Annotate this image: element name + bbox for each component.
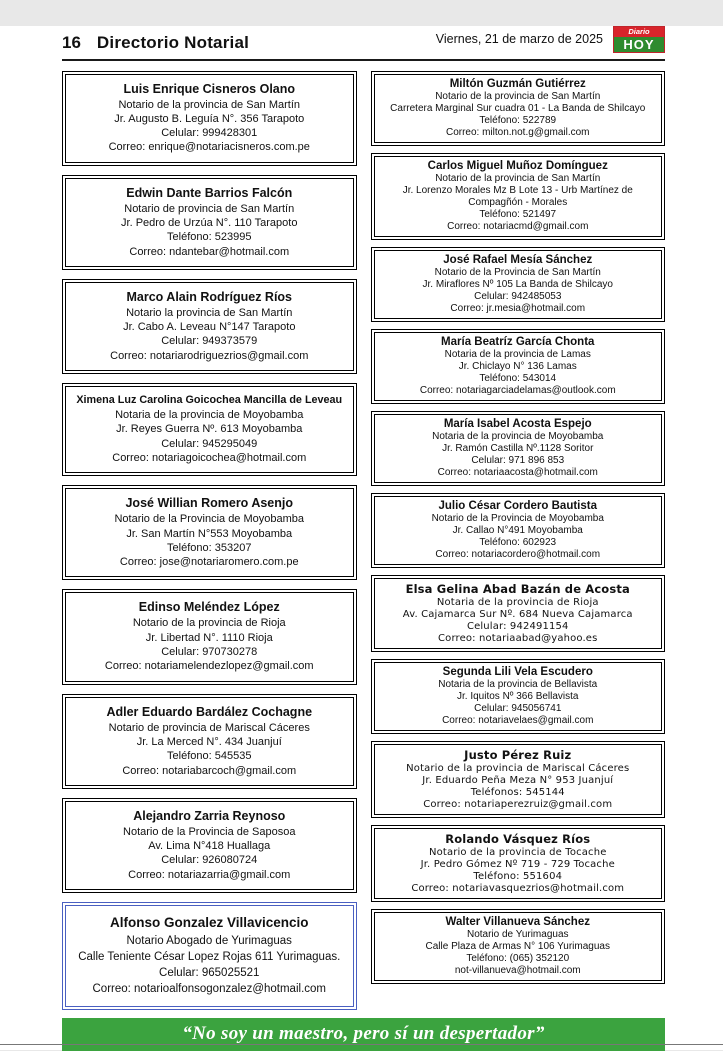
entry-line: Correo: enrique@notariacisneros.com.pe bbox=[108, 141, 310, 154]
notary-name: Justo Pérez Ruiz bbox=[464, 747, 572, 762]
entry-line: Av. Cajamarca Sur Nº. 684 Nueva Cajamarca bbox=[402, 608, 633, 620]
entry-line: Notario de provincia de San Martín bbox=[124, 202, 295, 215]
entry-line: Correo: notariaabad@yahoo.es bbox=[438, 632, 598, 644]
entry-line: Celular: 942485053 bbox=[474, 290, 562, 302]
notary-entry bbox=[371, 909, 666, 984]
entry-line: Correo: notariagarciadelamas@outlook.com bbox=[419, 384, 616, 396]
entry-line: Notario de Yurimaguas bbox=[466, 928, 569, 940]
entry-line: Notario de la provincia de Mariscal Cáceres bbox=[406, 762, 630, 774]
entry-line: Calle Plaza de Armas N° 106 Yurimaguas bbox=[425, 940, 610, 952]
notary-entry bbox=[62, 798, 357, 893]
entry-line: Correo: jose@notariaromero.com.pe bbox=[119, 556, 299, 569]
entry-line: Jr. Eduardo Peña Meza N° 953 Juanjuí bbox=[422, 774, 614, 786]
notary-details bbox=[380, 513, 657, 561]
entry-line: Correo: notariavelaes@gmail.com bbox=[442, 714, 594, 726]
logo-diario-text: Diario bbox=[614, 27, 664, 37]
entry-line: Correo: notarioalfonsogonzalez@hotmail.com bbox=[92, 983, 326, 996]
entry-line: Teléfono: 545535 bbox=[167, 750, 252, 763]
notary-name: Luis Enrique Cisneros Olano bbox=[123, 81, 296, 96]
diario-hoy-logo bbox=[613, 26, 665, 53]
entry-line: Teléfono: 353207 bbox=[167, 541, 252, 554]
notary-name: Rolando Vásquez Ríos bbox=[445, 831, 591, 846]
entry-line: Notaria de la provincia de Moyobamba bbox=[115, 409, 304, 422]
notary-entry bbox=[371, 493, 666, 568]
entry-line: Celular: 949373579 bbox=[161, 335, 258, 348]
page-header bbox=[62, 26, 665, 61]
entry-line: Jr. Pedro de Urzúa N°. 110 Tarapoto bbox=[121, 216, 298, 229]
notary-name: Carlos Miguel Muñoz Domínguez bbox=[427, 159, 608, 172]
notary-details bbox=[380, 173, 657, 233]
entry-line: not-villanueva@hotmail.com bbox=[454, 964, 581, 976]
notary-details bbox=[72, 98, 347, 155]
entry-line: Celular: 999428301 bbox=[161, 127, 258, 140]
entry-line: Teléfono: (065) 352120 bbox=[466, 952, 570, 964]
entry-line: Jr. Pedro Gómez Nº 719 - 729 Tocache bbox=[420, 858, 615, 870]
entry-line: Notario de la Provincia de Moyobamba bbox=[114, 513, 305, 526]
notary-name: Alejandro Zarria Reynoso bbox=[133, 808, 286, 823]
entry-line: Jr. Ramón Castilla Nº.1128 Soritor bbox=[442, 442, 594, 454]
notary-name: José Willian Romero Asenjo bbox=[125, 496, 294, 511]
notary-entry bbox=[371, 71, 666, 146]
notary-details bbox=[72, 933, 347, 997]
entry-line: Notario de la provincia de San Martín bbox=[118, 98, 301, 111]
quote-banner bbox=[62, 1018, 665, 1051]
entry-line: Notario Abogado de Yurimaguas bbox=[126, 935, 292, 947]
notary-entry bbox=[371, 741, 666, 818]
entry-line: Celular: 945056741 bbox=[474, 702, 562, 714]
notary-details bbox=[72, 306, 347, 363]
entry-line: Correo: notariarodriguezrios@gmail.com bbox=[110, 349, 309, 362]
entry-line: Notaria de la provincia de Moyobamba bbox=[432, 430, 604, 442]
notary-entry bbox=[62, 902, 357, 1010]
entry-line: Jr. Chiclayo N° 136 Lamas bbox=[458, 360, 577, 372]
newspaper-page bbox=[0, 26, 723, 1050]
directory-columns bbox=[62, 71, 665, 1011]
entry-line: Correo: notariacordero@hotmail.com bbox=[435, 548, 601, 560]
entry-line: Teléfono: 521497 bbox=[479, 208, 557, 220]
entry-line: Correo: notariavasquezrios@hotmail.com bbox=[411, 882, 625, 894]
notary-details bbox=[72, 825, 347, 882]
entry-line: Carretera Marginal Sur cuadra 01 - La Banda de Shilcayo bbox=[390, 102, 646, 114]
header-right bbox=[436, 26, 665, 53]
entry-line: Notaria de la provincia de Bellavista bbox=[438, 678, 598, 690]
left-column bbox=[62, 71, 357, 1011]
notary-entry bbox=[62, 279, 357, 374]
notary-entry bbox=[62, 71, 357, 166]
entry-line: Teléfonos: 545144 bbox=[470, 786, 565, 798]
notary-entry bbox=[62, 383, 357, 476]
entry-line: Notario de provincia de Mariscal Cáceres bbox=[108, 721, 310, 734]
notary-name: Elsa Gelina Abad Bazán de Acosta bbox=[405, 581, 630, 596]
entry-line: Celular: 965025521 bbox=[159, 967, 260, 980]
entry-line: Calle Teniente César Lopez Rojas 611 Yurimaguas. bbox=[78, 951, 341, 964]
entry-line: Celular: 926080724 bbox=[161, 854, 258, 867]
notary-name: Alfonso Gonzalez Villavicencio bbox=[109, 915, 309, 930]
entry-line: Notario de la provincia de San Martín bbox=[435, 90, 601, 102]
notary-name: María Beatríz García Chonta bbox=[441, 335, 595, 348]
notary-details bbox=[380, 267, 657, 315]
entry-line: Jr. Augusto B. Leguía N°. 356 Tarapoto bbox=[114, 112, 305, 125]
entry-line: Correo: jr.mesia@hotmail.com bbox=[450, 302, 586, 314]
notary-entry bbox=[371, 659, 666, 734]
notary-name: Walter Villanueva Sánchez bbox=[445, 915, 590, 928]
entry-line: Notario de la Provincia de Moyobamba bbox=[431, 512, 604, 524]
notary-entry bbox=[62, 694, 357, 789]
date-label: Viernes, 21 de marzo de 2025 bbox=[435, 32, 603, 47]
notary-entry bbox=[62, 175, 357, 270]
notary-name: María Isabel Acosta Espejo bbox=[443, 417, 592, 430]
notary-details bbox=[380, 929, 657, 977]
entry-line: Correo: notariabarcoch@gmail.com bbox=[122, 764, 297, 777]
entry-line: Teléfono: 551604 bbox=[473, 870, 563, 882]
page-title: Directorio Notarial bbox=[96, 32, 250, 52]
notary-details bbox=[72, 512, 347, 569]
entry-line: Notario de la provincia de Rioja bbox=[132, 617, 286, 630]
quote-text: “No soy un maestro, pero sí un despertador” bbox=[182, 1023, 545, 1045]
entry-line: Celular: 971 896 853 bbox=[471, 454, 565, 466]
notary-name: Julio César Cordero Bautista bbox=[438, 499, 597, 512]
entry-line: Jr. Reyes Guerra Nº. 613 Moyobamba bbox=[116, 423, 303, 436]
entry-line: Correo: notariagoicochea@hotmail.com bbox=[112, 451, 307, 464]
entry-line: Jr. Iquitos Nº 366 Bellavista bbox=[457, 690, 579, 702]
entry-line: Teléfono: 522789 bbox=[479, 114, 557, 126]
entry-line: Correo: notariazarria@gmail.com bbox=[128, 868, 291, 881]
entry-line: Notario de la provincia de Tocache bbox=[429, 846, 607, 858]
entry-line: Correo: notariacmd@gmail.com bbox=[447, 220, 589, 232]
entry-line: Celular: 945295049 bbox=[161, 437, 258, 450]
entry-line: Teléfono: 543014 bbox=[479, 372, 557, 384]
page-number: 16 bbox=[62, 32, 81, 52]
entry-line: Notario de la Provincia de Saposoa bbox=[123, 825, 296, 838]
right-column bbox=[371, 71, 666, 1011]
notary-details bbox=[72, 202, 347, 259]
notary-details bbox=[72, 616, 347, 673]
entry-line: Correo: notariaperezruiz@gmail.com bbox=[423, 798, 613, 810]
notary-details bbox=[380, 763, 657, 811]
title-group bbox=[62, 33, 249, 53]
entry-line: Jr. Libertad N°. 1110 Rioja bbox=[145, 631, 273, 644]
notary-name: Marco Alain Rodríguez Ríos bbox=[126, 289, 293, 304]
notary-details bbox=[380, 847, 657, 895]
entry-line: Correo: notariamelendezlopez@gmail.com bbox=[104, 660, 314, 673]
page-bottom-rule bbox=[0, 1044, 723, 1045]
notary-entry bbox=[371, 411, 666, 486]
entry-line: Notaria de la provincia de Rioja bbox=[436, 596, 599, 608]
notary-details bbox=[380, 431, 657, 479]
entry-line: Jr. La Merced N°. 434 Juanjuí bbox=[136, 735, 282, 748]
entry-line: Jr. San Martín N°553 Moyobamba bbox=[126, 527, 293, 540]
entry-line: Notario de la provincia de San Martín bbox=[435, 172, 601, 184]
notary-entry bbox=[371, 825, 666, 902]
notary-name: Miltón Guzmán Gutiérrez bbox=[449, 77, 586, 90]
notary-entry bbox=[371, 247, 666, 322]
entry-line: Notario la provincia de San Martín bbox=[126, 306, 293, 319]
entry-line: Jr. Cabo A. Leveau N°147 Tarapoto bbox=[123, 321, 296, 334]
notary-details bbox=[72, 408, 347, 465]
entry-line: Av. Lima N°418 Huallaga bbox=[148, 840, 271, 853]
notary-entry bbox=[62, 485, 357, 580]
notary-name: Adler Eduardo Bardález Cochagne bbox=[106, 704, 313, 719]
notary-name: José Rafael Mesía Sánchez bbox=[443, 253, 593, 266]
entry-line: Correo: ndantebar@hotmail.com bbox=[129, 245, 290, 258]
entry-line: Correo: notariaacosta@hotmail.com bbox=[437, 466, 598, 478]
entry-line: Jr. Lorenzo Morales Mz B Lote 13 - Urb Martínez de Compagñón - Morales bbox=[402, 184, 633, 208]
entry-line: Jr. Miraflores Nº 105 La Banda de Shilcayo bbox=[422, 278, 613, 290]
notary-details bbox=[72, 721, 347, 778]
entry-line: Jr. Callao N°491 Moyobamba bbox=[452, 524, 583, 536]
notary-details bbox=[380, 597, 657, 645]
notary-name: Segunda Lili Vela Escudero bbox=[442, 665, 593, 678]
notary-entry bbox=[371, 153, 666, 240]
notary-details bbox=[380, 349, 657, 397]
entry-line: Celular: 942491154 bbox=[466, 620, 569, 632]
entry-line: Teléfono: 602923 bbox=[479, 536, 557, 548]
notary-details bbox=[380, 91, 657, 139]
logo-hoy-text: HOY bbox=[614, 37, 664, 52]
entry-line: Notario de la Provincia de San Martín bbox=[434, 266, 601, 278]
notary-name: Ximena Luz Carolina Goicochea Mancilla de Leveau bbox=[76, 394, 343, 407]
notary-entry bbox=[371, 575, 666, 652]
notary-entry bbox=[62, 589, 357, 684]
notary-name: Edwin Dante Barrios Falcón bbox=[126, 185, 293, 200]
entry-line: Correo: milton.not.g@gmail.com bbox=[445, 126, 590, 138]
notary-name: Edinso Meléndez López bbox=[138, 600, 280, 615]
notary-entry bbox=[371, 329, 666, 404]
entry-line: Notaria de la provincia de Lamas bbox=[444, 348, 591, 360]
notary-details bbox=[380, 679, 657, 727]
entry-line: Celular: 970730278 bbox=[161, 646, 258, 659]
entry-line: Teléfono: 523995 bbox=[167, 231, 252, 244]
